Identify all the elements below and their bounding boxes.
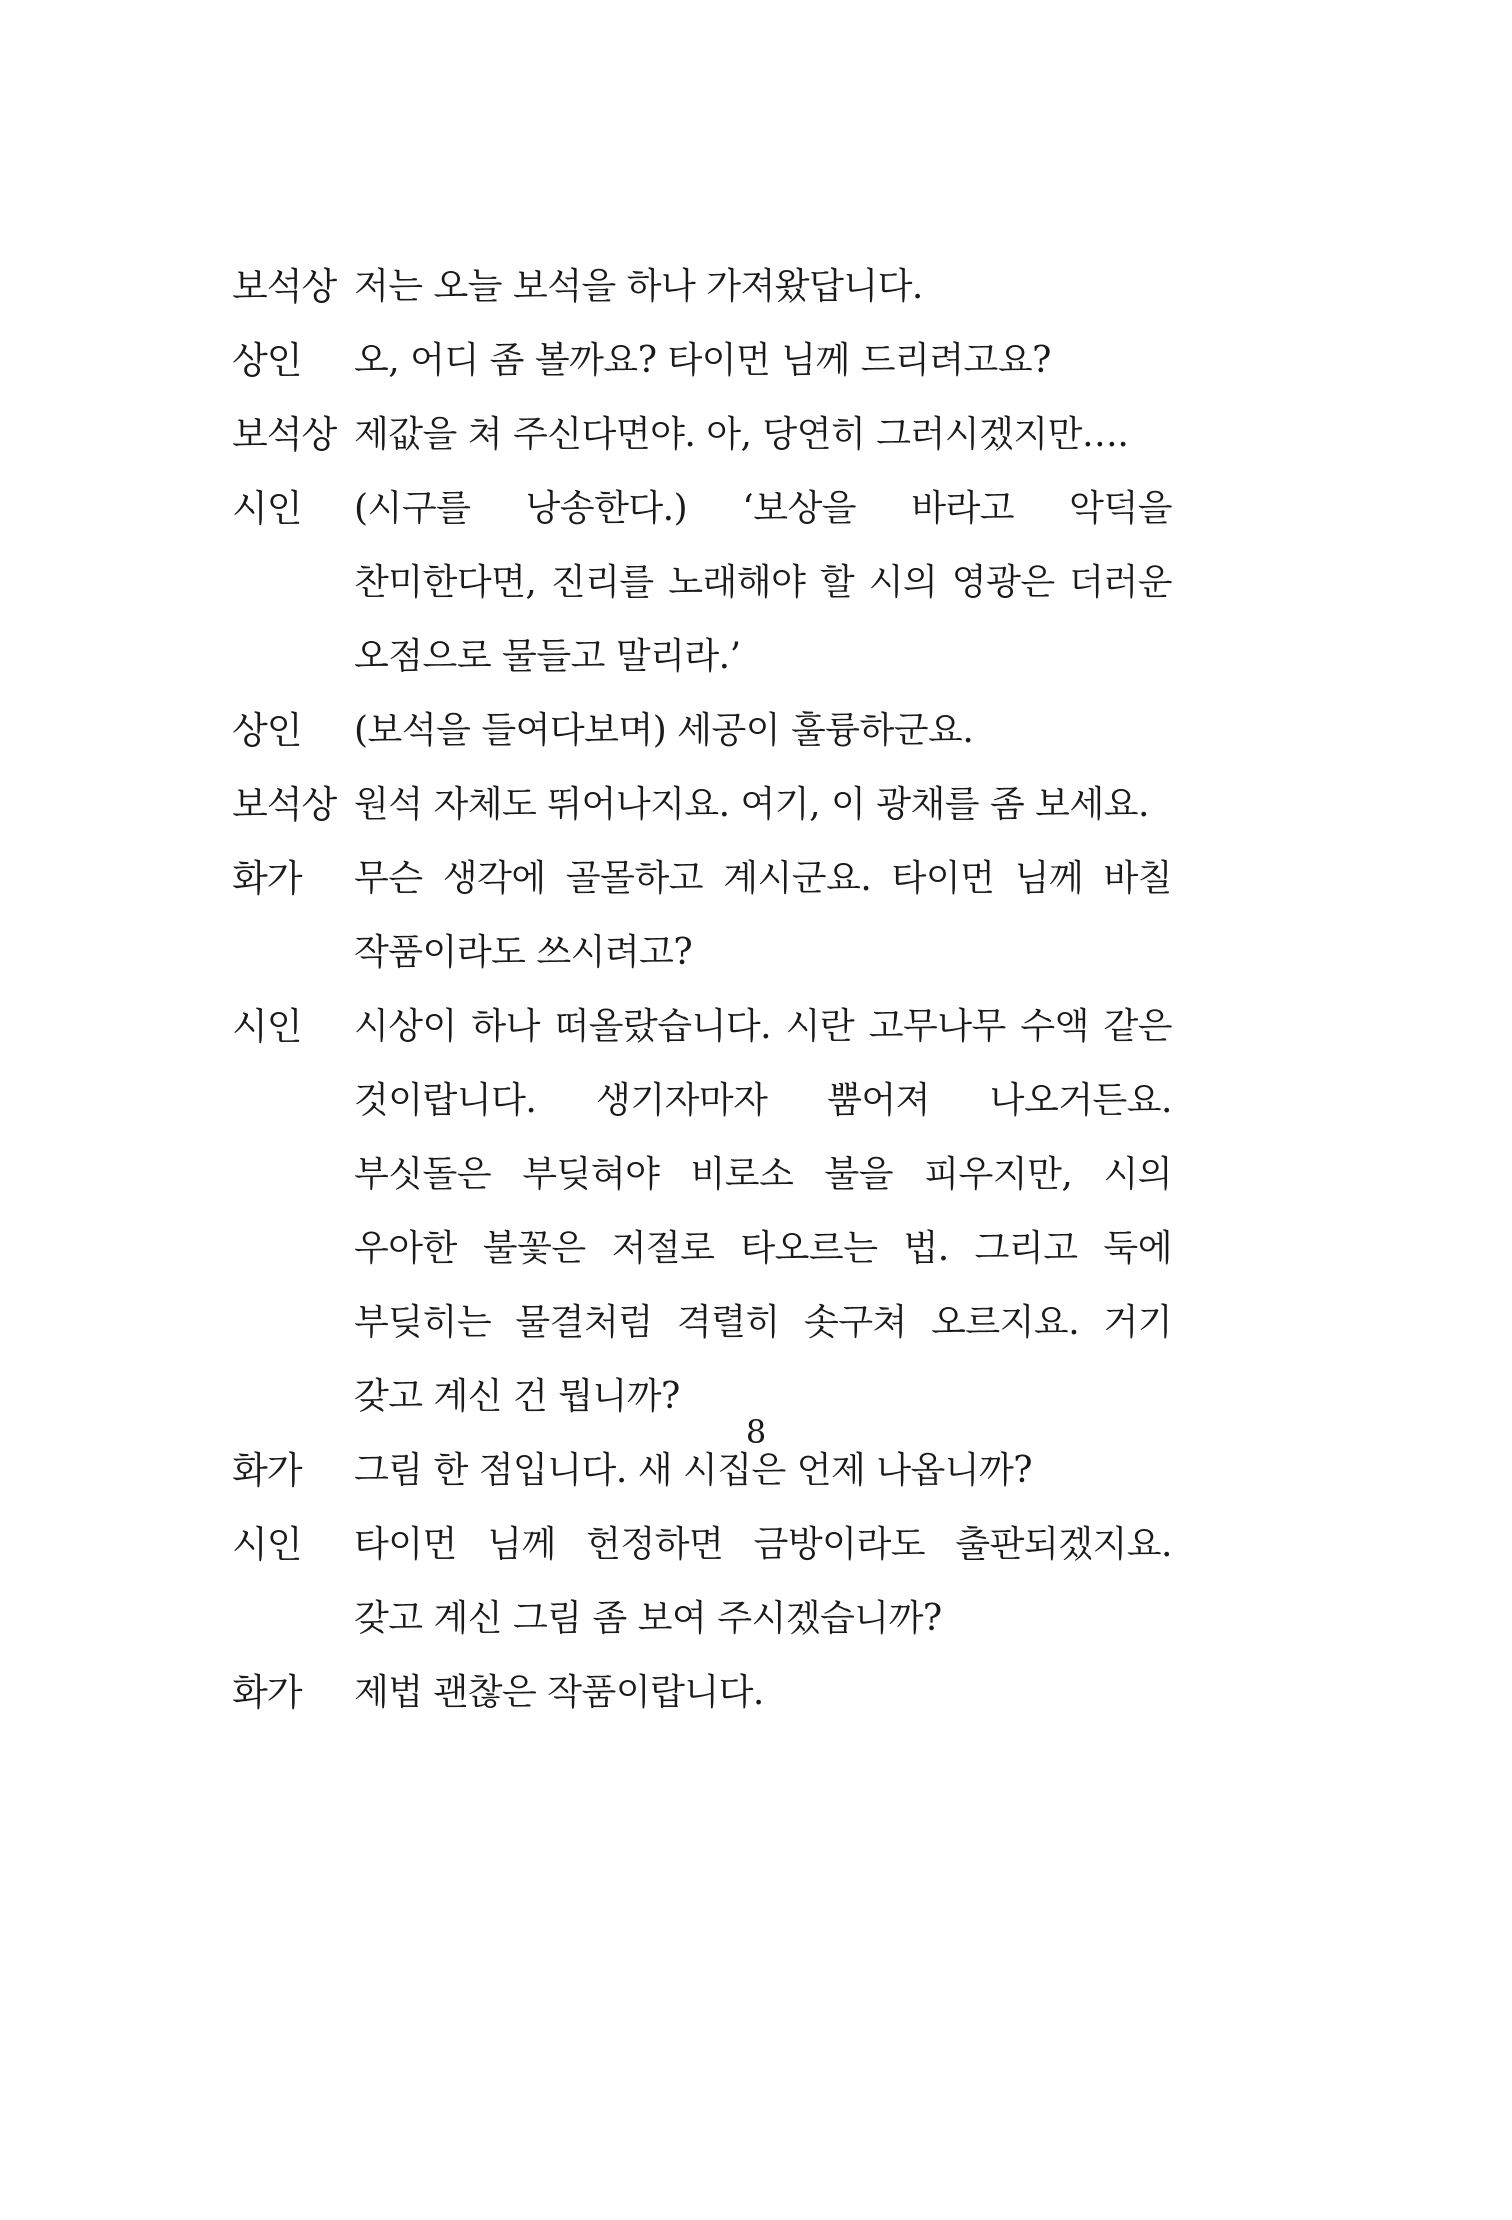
speaker-name: 상인 xyxy=(232,709,302,752)
dialogue-line xyxy=(232,472,1172,694)
dialogue-line xyxy=(232,694,1172,768)
speech-text: 저는 오늘 보석을 하나 가져왔답니다. xyxy=(354,266,923,307)
speech-text: 제법 괜찮은 작품이랍니다. xyxy=(354,1672,764,1713)
speech-text: 타이먼 님께 헌정하면 금방이라도 출판되겠지요. 갖고 계신 그림 좀 보여 주시겠습니까? xyxy=(354,1524,1172,1639)
speech-text: 시상이 하나 떠올랐습니다. 시란 고무나무 수액 같은 것이랍니다. 생기자마자 뿜어져 나오거든요. 부싯돌은 부딪혀야 비로소 불을 피우지만, 시의 우아한 불꽃은 저절로 타오르는 법. 그리고 둑에 부딪히는 물결처럼 격렬히 솟구쳐 오르지요. 거기 갖고 계신 건 뭡니까? xyxy=(354,1006,1172,1417)
speaker-name: 시인 xyxy=(232,487,302,530)
script-body xyxy=(232,250,1172,1730)
speaker-name: 화가 xyxy=(232,1449,302,1492)
speaker-name: 화가 xyxy=(232,857,302,900)
dialogue-line xyxy=(232,398,1172,472)
page-number: 8 xyxy=(745,1413,767,1451)
dialogue-line xyxy=(232,768,1172,842)
speech-text: 원석 자체도 뛰어나지요. 여기, 이 광채를 좀 보세요. xyxy=(354,784,1149,825)
speaker-name: 보석상 xyxy=(232,783,337,826)
speech-text: (보석을 들여다보며) 세공이 훌륭하군요. xyxy=(354,710,974,751)
speech-text: 무슨 생각에 골몰하고 계시군요. 타이먼 님께 바칠 작품이라도 쓰시려고? xyxy=(354,858,1172,973)
speaker-name: 화가 xyxy=(232,1671,302,1714)
speaker-name: 시인 xyxy=(232,1005,302,1048)
speaker-name: 시인 xyxy=(232,1523,302,1566)
speech-text: 제값을 쳐 주신다면야. 아, 당연히 그러시겠지만…. xyxy=(354,414,1129,455)
speaker-name: 보석상 xyxy=(232,265,337,308)
dialogue-line xyxy=(232,324,1172,398)
dialogue-line xyxy=(232,1656,1172,1730)
speaker-name: 보석상 xyxy=(232,413,337,456)
dialogue-line xyxy=(232,1508,1172,1656)
speaker-name: 상인 xyxy=(232,339,302,382)
speech-text: (시구를 낭송한다.) ‘보상을 바라고 악덕을 찬미한다면, 진리를 노래해야 할 시의 영광은 더러운 오점으로 물들고 말리라.’ xyxy=(354,488,1172,677)
speech-text: 오, 어디 좀 볼까요? 타이먼 님께 드리려고요? xyxy=(354,340,1051,381)
dialogue-line xyxy=(232,990,1172,1434)
dialogue-line xyxy=(232,250,1172,324)
speech-text: 그림 한 점입니다. 새 시집은 언제 나옵니까? xyxy=(354,1450,1033,1491)
dialogue-line xyxy=(232,842,1172,990)
